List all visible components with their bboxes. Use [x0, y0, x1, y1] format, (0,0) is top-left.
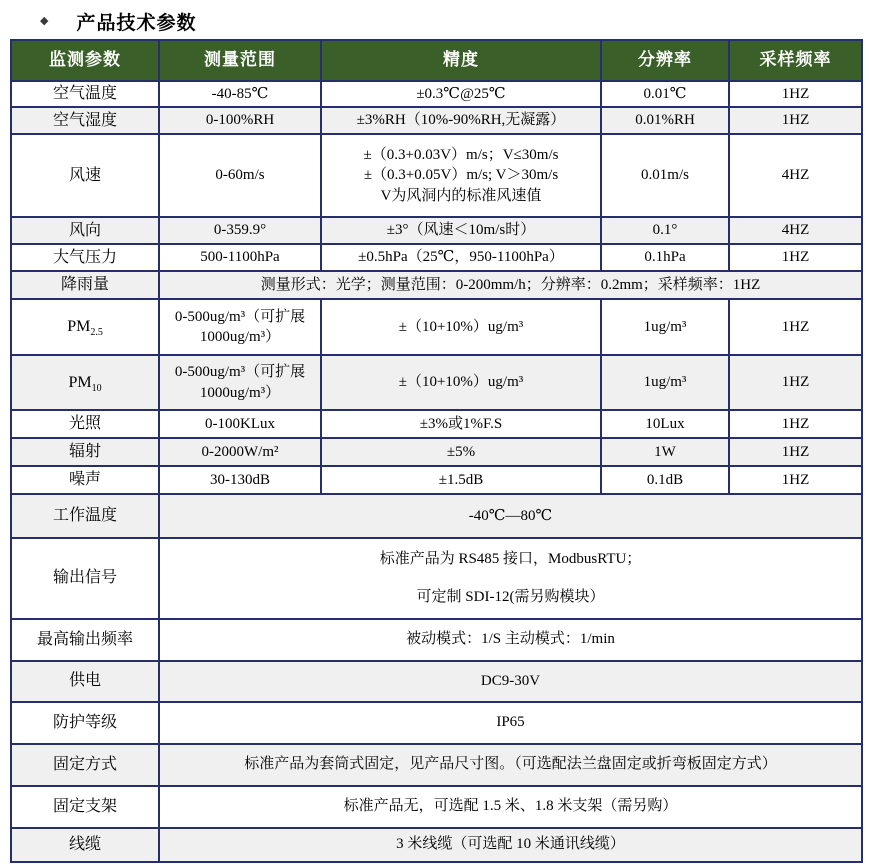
- table-row: [11, 81, 862, 107]
- span-value-cell: DC9-30V: [159, 661, 862, 702]
- range-cell: -40-85℃: [159, 81, 321, 107]
- table-row: [11, 217, 862, 244]
- section-title-text: 产品技术参数: [76, 13, 197, 34]
- param-label-cell: 大气压力: [11, 244, 159, 271]
- param-label-cell: 固定支架: [11, 786, 159, 828]
- table-header-row: [11, 40, 862, 81]
- range-cell: 0-500ug/m³（可扩展 1000ug/m³）: [159, 355, 321, 410]
- resolution-cell: 0.01℃: [601, 81, 729, 107]
- col-header-parameter: 监测参数: [11, 40, 159, 81]
- span-value-cell: 被动模式：1/S 主动模式：1/min: [159, 619, 862, 661]
- table-row: [11, 661, 862, 702]
- accuracy-cell: ±（10+10%）ug/m³: [321, 299, 601, 355]
- resolution-cell: 0.01%RH: [601, 107, 729, 134]
- accuracy-cell: ±5%: [321, 438, 601, 466]
- resolution-cell: 0.01m/s: [601, 134, 729, 217]
- accuracy-cell: ±3°（风速＜10m/s时）: [321, 217, 601, 244]
- range-cell: 0-100%RH: [159, 107, 321, 134]
- param-label-cell: 最高输出频率: [11, 619, 159, 661]
- section-title: [0, 0, 869, 36]
- frequency-cell: 4HZ: [729, 134, 862, 217]
- param-label-cell: 辐射: [11, 438, 159, 466]
- span-value-cell: IP65: [159, 702, 862, 744]
- param-label-cell: 空气湿度: [11, 107, 159, 134]
- range-cell: 0-100KLux: [159, 410, 321, 438]
- accuracy-cell: ±（0.3+0.03V）m/s；V≤30m/s ±（0.3+0.05V）m/s; V＞30m/s V为风洞内的标准风速值: [321, 134, 601, 217]
- param-label-cell: 风速: [11, 134, 159, 217]
- table-row: [11, 828, 862, 862]
- accuracy-cell: ±0.5hPa（25℃，950-1100hPa）: [321, 244, 601, 271]
- col-header-frequency: 采样频率: [729, 40, 862, 81]
- table-row: [11, 271, 862, 299]
- span-value-cell: 测量形式：光学；测量范围：0-200mm/h；分辨率：0.2mm；采样频率：1HZ: [159, 271, 862, 299]
- resolution-cell: 0.1dB: [601, 466, 729, 494]
- table-row: [11, 107, 862, 134]
- resolution-cell: 10Lux: [601, 410, 729, 438]
- table-row: [11, 438, 862, 466]
- spec-table: [10, 39, 863, 863]
- range-cell: 0-500ug/m³（可扩展 1000ug/m³）: [159, 299, 321, 355]
- spec-table-body: [11, 81, 862, 862]
- frequency-cell: 1HZ: [729, 244, 862, 271]
- table-row: [11, 244, 862, 271]
- range-cell: 500-1100hPa: [159, 244, 321, 271]
- table-row: [11, 299, 862, 355]
- frequency-cell: 1HZ: [729, 410, 862, 438]
- frequency-cell: 1HZ: [729, 299, 862, 355]
- resolution-cell: 0.1hPa: [601, 244, 729, 271]
- table-row: [11, 355, 862, 410]
- diamond-bullet-icon: ◆: [40, 15, 49, 27]
- param-label-cell: 固定方式: [11, 744, 159, 786]
- param-label-cell: 风向: [11, 217, 159, 244]
- range-cell: 0-60m/s: [159, 134, 321, 217]
- param-label-cell: 供电: [11, 661, 159, 702]
- span-value-cell: 3 米线缆（可选配 10 米通讯线缆）: [159, 828, 862, 862]
- table-row: [11, 619, 862, 661]
- param-label-cell: 降雨量: [11, 271, 159, 299]
- frequency-cell: 1HZ: [729, 81, 862, 107]
- accuracy-cell: ±1.5dB: [321, 466, 601, 494]
- param-label-cell: $PM_{2.5}$: [11, 299, 159, 355]
- param-label-cell: 防护等级: [11, 702, 159, 744]
- accuracy-cell: ±3%RH（10%-90%RH,无凝露）: [321, 107, 601, 134]
- span-value-cell: 标准产品无，可选配 1.5 米、1.8 米支架（需另购）: [159, 786, 862, 828]
- table-row: [11, 538, 862, 619]
- frequency-cell: 4HZ: [729, 217, 862, 244]
- range-cell: 0-2000W/m²: [159, 438, 321, 466]
- accuracy-cell: ±（10+10%）ug/m³: [321, 355, 601, 410]
- param-label-cell: 噪声: [11, 466, 159, 494]
- resolution-cell: 1W: [601, 438, 729, 466]
- span-value-cell: 标准产品为套筒式固定，见产品尺寸图。（可选配法兰盘固定或折弯板固定方式）: [159, 744, 862, 786]
- col-header-range: 测量范围: [159, 40, 321, 81]
- table-row: [11, 786, 862, 828]
- span-value-cell: -40℃—80℃: [159, 494, 862, 538]
- param-label-cell: 光照: [11, 410, 159, 438]
- param-label-cell: 空气温度: [11, 81, 159, 107]
- frequency-cell: 1HZ: [729, 107, 862, 134]
- resolution-cell: 1ug/m³: [601, 299, 729, 355]
- table-row: [11, 410, 862, 438]
- table-row: [11, 466, 862, 494]
- table-row: [11, 744, 862, 786]
- frequency-cell: 1HZ: [729, 466, 862, 494]
- range-cell: 0-359.9°: [159, 217, 321, 244]
- frequency-cell: 1HZ: [729, 438, 862, 466]
- resolution-cell: 1ug/m³: [601, 355, 729, 410]
- param-label-cell: $PM_{10}$: [11, 355, 159, 410]
- param-label-cell: 工作温度: [11, 494, 159, 538]
- frequency-cell: 1HZ: [729, 355, 862, 410]
- col-header-accuracy: 精度: [321, 40, 601, 81]
- param-label-cell: 线缆: [11, 828, 159, 862]
- resolution-cell: 0.1°: [601, 217, 729, 244]
- table-row: [11, 702, 862, 744]
- accuracy-cell: ±0.3℃@25℃: [321, 81, 601, 107]
- accuracy-cell: ±3%或1%F.S: [321, 410, 601, 438]
- table-row: [11, 134, 862, 217]
- range-cell: 30-130dB: [159, 466, 321, 494]
- col-header-resolution: 分辨率: [601, 40, 729, 81]
- span-value-cell: 标准产品为 RS485 接口，ModbusRTU； 可定制 SDI-12(需另购模块）: [159, 538, 862, 619]
- param-label-cell: 输出信号: [11, 538, 159, 619]
- table-row: [11, 494, 862, 538]
